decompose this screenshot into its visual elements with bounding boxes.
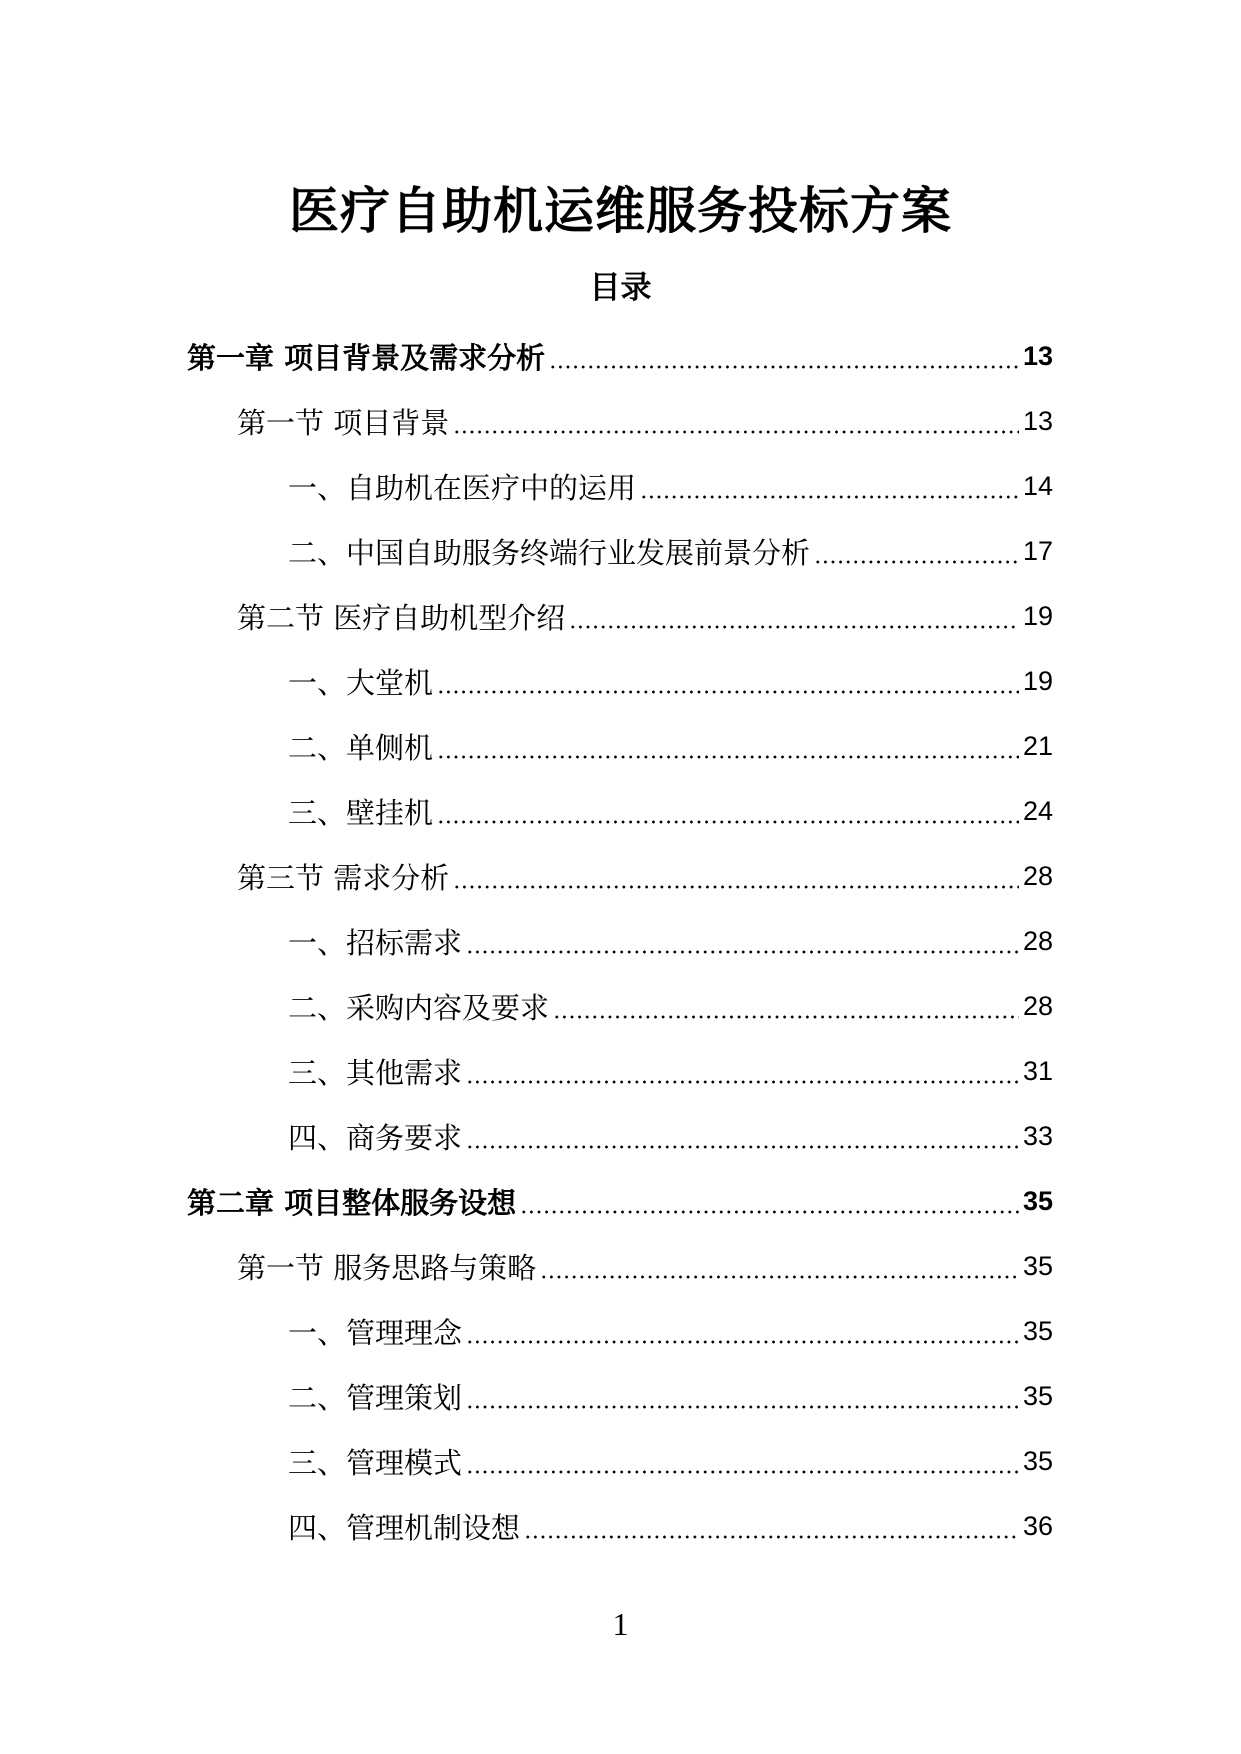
toc-entry-page: 17 (1022, 536, 1053, 566)
toc-entry-page: 28 (1022, 926, 1053, 956)
toc-entry-label: 第一节 项目背景 (237, 406, 450, 440)
toc-entry-page: 35 (1022, 1316, 1053, 1346)
toc-dot-leader (437, 690, 1019, 694)
toc-entry-page: 28 (1022, 991, 1053, 1021)
toc-dot-leader (437, 755, 1019, 759)
toc-entry[interactable] (0, 1169, 1241, 1234)
toc-entry-label: 一、招标需求 (288, 926, 463, 960)
toc-entry[interactable] (0, 324, 1241, 389)
toc-entry-label: 第二节 医疗自助机型介绍 (237, 601, 566, 635)
toc-entry[interactable] (0, 714, 1241, 779)
toc-entry-label: 二、单侧机 (288, 731, 434, 765)
toc-entry[interactable] (0, 1364, 1241, 1429)
toc-entry-page: 21 (1022, 731, 1053, 761)
toc-entry[interactable] (0, 844, 1241, 909)
toc-entry-page: 24 (1022, 796, 1053, 826)
toc-entry-label: 第三节 需求分析 (237, 861, 450, 895)
toc-entry[interactable] (0, 974, 1241, 1039)
toc-entry-page: 31 (1022, 1056, 1053, 1086)
toc-dot-leader (466, 1340, 1019, 1344)
toc-entry[interactable] (0, 1299, 1241, 1364)
toc-dot-leader (466, 1080, 1019, 1084)
toc-entry-page: 33 (1022, 1121, 1053, 1151)
toc-entry-label: 二、采购内容及要求 (288, 991, 550, 1025)
toc-entry[interactable] (0, 909, 1241, 974)
toc-entry[interactable] (0, 1429, 1241, 1494)
toc-entry-page: 19 (1022, 601, 1053, 631)
toc-dot-leader (549, 365, 1019, 369)
toc-dot-leader (466, 950, 1019, 954)
toc-entry[interactable] (0, 1234, 1241, 1299)
toc-entry-page: 13 (1022, 406, 1053, 436)
document-title: 医疗自助机运维服务投标方案 (289, 182, 952, 240)
toc-entry-label: 第二章 项目整体服务设想 (187, 1186, 517, 1220)
toc-dot-leader (553, 1015, 1019, 1019)
toc-dot-leader (569, 625, 1019, 629)
toc-entry-label: 一、大堂机 (288, 666, 434, 700)
toc-entry-label: 三、壁挂机 (288, 796, 434, 830)
toc-entry-page: 14 (1022, 471, 1053, 501)
toc-entry[interactable] (0, 1494, 1241, 1559)
toc-dot-leader (540, 1275, 1019, 1279)
toc-entry[interactable] (0, 584, 1241, 649)
toc-entry-page: 35 (1022, 1446, 1053, 1476)
toc-entry-page: 35 (1022, 1186, 1053, 1216)
toc-dot-leader (520, 1210, 1019, 1214)
toc-dot-leader (453, 885, 1019, 889)
toc-heading: 目录 (589, 270, 652, 306)
page-number: 1 (612, 1606, 629, 1642)
toc-dot-leader (437, 820, 1019, 824)
toc-dot-leader (640, 495, 1019, 499)
toc-entry-label: 四、商务要求 (288, 1121, 463, 1155)
toc-entry-label: 二、管理策划 (288, 1381, 463, 1415)
toc-dot-leader (453, 430, 1019, 434)
toc-entry-label: 三、其他需求 (288, 1056, 463, 1090)
toc-dot-leader (466, 1405, 1019, 1409)
toc-entry-page: 28 (1022, 861, 1053, 891)
toc-dot-leader (466, 1470, 1019, 1474)
toc-entry-page: 19 (1022, 666, 1053, 696)
toc-entry-label: 四、管理机制设想 (288, 1511, 521, 1545)
toc-entry[interactable] (0, 1104, 1241, 1169)
toc-entry-page: 35 (1022, 1251, 1053, 1281)
toc-entry[interactable] (0, 779, 1241, 844)
toc-entry-page: 35 (1022, 1381, 1053, 1411)
toc-entry-label: 二、中国自助服务终端行业发展前景分析 (288, 536, 811, 570)
toc-entry[interactable] (0, 389, 1241, 454)
toc-entry-label: 第一章 项目背景及需求分析 (187, 341, 546, 375)
toc-entry-page: 13 (1022, 341, 1053, 371)
toc-entry-label: 一、自助机在医疗中的运用 (288, 471, 637, 505)
toc-entry[interactable] (0, 1039, 1241, 1104)
toc-entry-label: 三、管理模式 (288, 1446, 463, 1480)
toc-dot-leader (814, 560, 1019, 564)
toc-entry-label: 一、管理理念 (288, 1316, 463, 1350)
toc-dot-leader (524, 1535, 1019, 1539)
toc-dot-leader (466, 1145, 1019, 1149)
toc-entry-page: 36 (1022, 1511, 1053, 1541)
toc-entry[interactable] (0, 519, 1241, 584)
toc-entry[interactable] (0, 649, 1241, 714)
table-of-contents (0, 324, 1241, 1559)
toc-entry[interactable] (0, 454, 1241, 519)
toc-entry-label: 第一节 服务思路与策略 (237, 1251, 537, 1285)
